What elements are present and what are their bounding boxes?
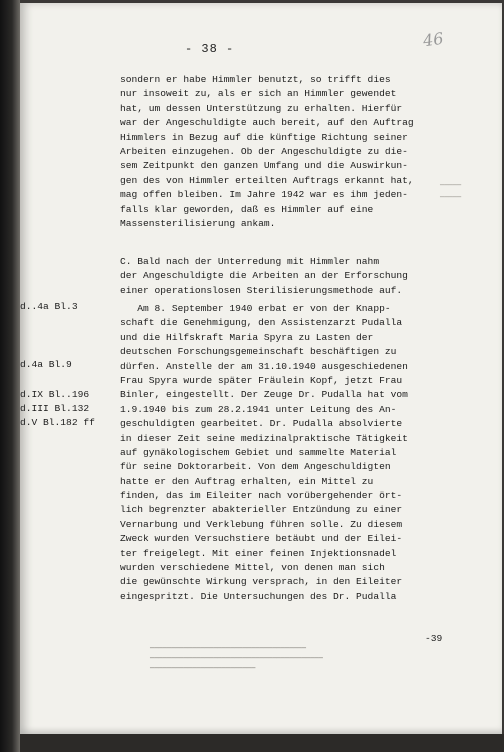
paragraph-section-c [120, 255, 472, 298]
text-line: mag offen bleiben. Im Jahre 1942 war es ihm jeden- [120, 189, 408, 201]
margin-reference: d.III Bl.132 [20, 403, 90, 414]
text-line: gen des von Himmler erteilten Auftrags erkannt hat, [120, 174, 414, 186]
text-line: auf gynäkologischem Gebiet und sammelte Material [120, 446, 397, 458]
margin-reference: d.IX Bl..196 [20, 389, 90, 400]
page-bottom-shadow [20, 734, 504, 752]
text-line: Himmlers in Bezug auf die künftige Richtung seiner [120, 131, 408, 143]
text-line: und die Hilfskraft Maria Spyra zu Lasten der [120, 331, 374, 343]
paragraph-body-1 [120, 73, 472, 231]
text-line: eingespritzt. Die Untersuchungen des Dr. Pudalla [120, 590, 397, 602]
text-line: geschuldigten gearbeitet. Dr. Pudalla absolvierte [120, 418, 403, 430]
text-line: war der Angeschuldigte auch bereit, auf den Auftrag [120, 117, 414, 129]
text-line: wurden verschiedene Mittel, von denen man sich [120, 562, 385, 574]
paragraph-body-3 [120, 302, 472, 604]
text-line: Arbeiten einzugehen. Ob der Angeschuldigte zu die- [120, 145, 408, 157]
text-line: nur insoweit zu, als er sich an Himmler gewendet [120, 88, 397, 100]
text-line: dürfen. Anstelle der am 31.10.1940 ausgeschiedenen [120, 360, 408, 372]
text-line: sondern er habe Himmler benutzt, so trifft dies [120, 74, 391, 85]
text-line: Am 8. September 1940 erbat er von der Knapp- [120, 303, 391, 314]
text-line: Vernarbung und Verklebung führen solle. Zu diesem [120, 518, 403, 530]
text-line: in dieser Zeit seine medizinalpraktische Tätigkeit [120, 432, 408, 444]
text-line: sem Zeitpunkt den ganzen Umfang und die Auswirkun- [120, 160, 408, 172]
text-line: falls klar geworden, daß es Himmler auf eine [120, 203, 374, 215]
handwritten-page-note: 46 [421, 28, 445, 51]
text-line: Zweck wurden Versuchstiere betäubt und der Eilei- [120, 533, 403, 545]
text-line: 1.9.1940 bis zum 28.2.1941 unter Leitung des An- [120, 403, 397, 415]
text-line: für seine Doktorarbeit. Von dem Angeschuldigten [120, 461, 391, 473]
bleed-through-texture: ━━━━━━━━━━━━━━━━━━━━━━━━━━━━━━━━━━━━━ ━━━━━━━━━━━━━━━━━━━━━━━━━━━━━━━━━━━━━━━━━ ━━━━━━━━━━━━━━━━━━━━━━━━━ [150, 645, 323, 673]
next-page-marker: -39 [425, 633, 443, 644]
text-line: Massensterilisierung ankam. [120, 217, 276, 229]
text-line: C. Bald nach der Unterredung mit Himmler nahm [120, 256, 380, 267]
text-line: ter freigelegt. Mit einer feinen Injektionsnadel [120, 547, 397, 559]
text-line: einer operationslosen Sterilisierungsmethode auf. [120, 284, 403, 296]
book-binding-edge [0, 0, 20, 752]
text-line: der Angeschuldigte die Arbeiten an der Erforschung [120, 270, 408, 282]
text-line: hatte er den Auftrag erhalten, ein Mittel zu [120, 475, 374, 487]
text-line: finden, das im Eileiter nach vorübergehender ört- [120, 490, 403, 502]
bleed-through-texture: ━━━━━ ━━━━━ [440, 182, 462, 202]
text-line: lich begrenzter abakterieller Entzündung zu einer [120, 504, 403, 516]
text-line: Frau Spyra wurde später Fräulein Kopf, jetzt Frau [120, 374, 403, 386]
text-line: Binler, eingestellt. Der Zeuge Dr. Pudalla hat vom [120, 389, 408, 401]
text-line: deutschen Forschungsgemeinschaft beschäftigen zu [120, 346, 397, 358]
text-line: hat, um dessen Unterstützung zu erhalten. Hierfür [120, 102, 403, 114]
text-line: die gewünschte Wirkung versprach, in den Eileiter [120, 576, 403, 588]
text-line: schaft die Genehmigung, den Assistenzarzt Pudalla [120, 317, 403, 329]
margin-reference: d.4a Bl.9 [20, 359, 72, 370]
margin-reference: d.V Bl.182 ff [20, 417, 95, 428]
margin-reference: d..4a Bl.3 [20, 301, 78, 312]
page-number: - 38 - [185, 42, 235, 56]
